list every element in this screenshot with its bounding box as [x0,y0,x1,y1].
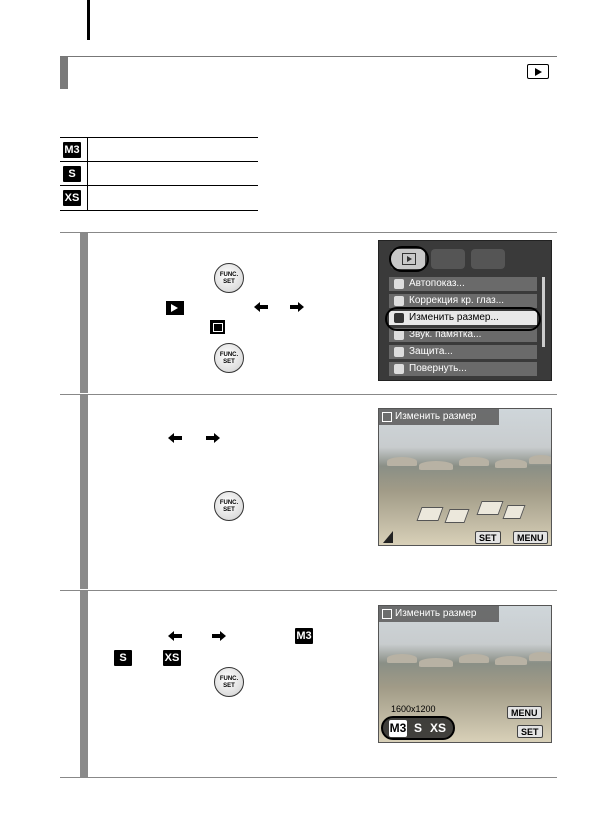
left-arrow-icon [168,433,182,443]
page-margin-bar [87,0,90,40]
left-arrow-icon [168,631,182,641]
size-option-m3[interactable]: M3 [389,721,407,735]
resize-preview-screen [378,408,552,546]
func-set-button-icon: FUNC. SET [214,263,244,293]
func-set-button-icon: FUNC. SET [214,343,244,373]
image-size-icon [383,531,393,543]
left-arrow-icon [254,302,268,312]
menu-item-red-eye[interactable]: Коррекция кр. глаз... [389,294,537,308]
right-arrow-icon [290,302,304,312]
settings-tab-icon [471,249,505,269]
step-1-bar [80,233,88,393]
menu-item-protect[interactable]: Защита... [389,345,537,359]
func-set-button-icon: FUNC. SET [214,491,244,521]
menu-item-sound-memo[interactable]: Звук. памятка... [389,328,537,342]
step-3-rule [60,590,557,591]
page-bottom-rule [60,777,557,778]
size-badge-m3: M3 [64,144,80,156]
menu-button-label: MENU [507,706,542,719]
resize-menu-icon [210,320,225,334]
step-1-rule [60,232,557,233]
menu-item-slideshow[interactable]: Автопоказ... [389,277,537,291]
size-option-xs[interactable]: XS [429,721,446,735]
screen-title-bar: Изменить размер [379,606,499,622]
section-header-rule [60,56,557,57]
size-badge-s: S [114,650,132,666]
size-table-row-m3 [60,137,258,162]
menu-scrollbar[interactable] [542,277,545,347]
camera-menu-screen [378,240,552,381]
playback-mode-icon [527,64,549,79]
size-badge-s: S [63,166,81,182]
size-badge-xs: XS [164,652,180,664]
set-button-label: SET [475,531,501,544]
size-badge-xs: XS [64,192,80,204]
func-set-button-icon: FUNC. SET [214,667,244,697]
play-tab-icon [166,301,184,315]
section-header-accent [60,57,68,89]
step-2-bar [80,395,88,589]
selection-highlight [385,307,541,331]
size-selector[interactable] [381,716,455,740]
tab-highlight [389,246,429,272]
size-badge-m3: M3 [296,630,312,642]
size-table-row-xs [60,185,258,211]
menu-item-rotate[interactable]: Повернуть... [389,362,537,376]
right-arrow-icon [212,631,226,641]
resolution-label: 1600x1200 [391,704,436,714]
screen-title-bar: Изменить размер [379,409,499,425]
size-table-row-s [60,161,258,186]
step-3-bar [80,591,88,777]
menu-button-label: MENU [513,531,548,544]
menu-item-resize[interactable]: Изменить размер... [389,311,537,325]
print-tab-icon [431,249,465,269]
size-option-s[interactable]: S [413,721,422,735]
step-2-rule [60,394,557,395]
right-arrow-icon [206,433,220,443]
set-button-label: SET [517,725,543,738]
